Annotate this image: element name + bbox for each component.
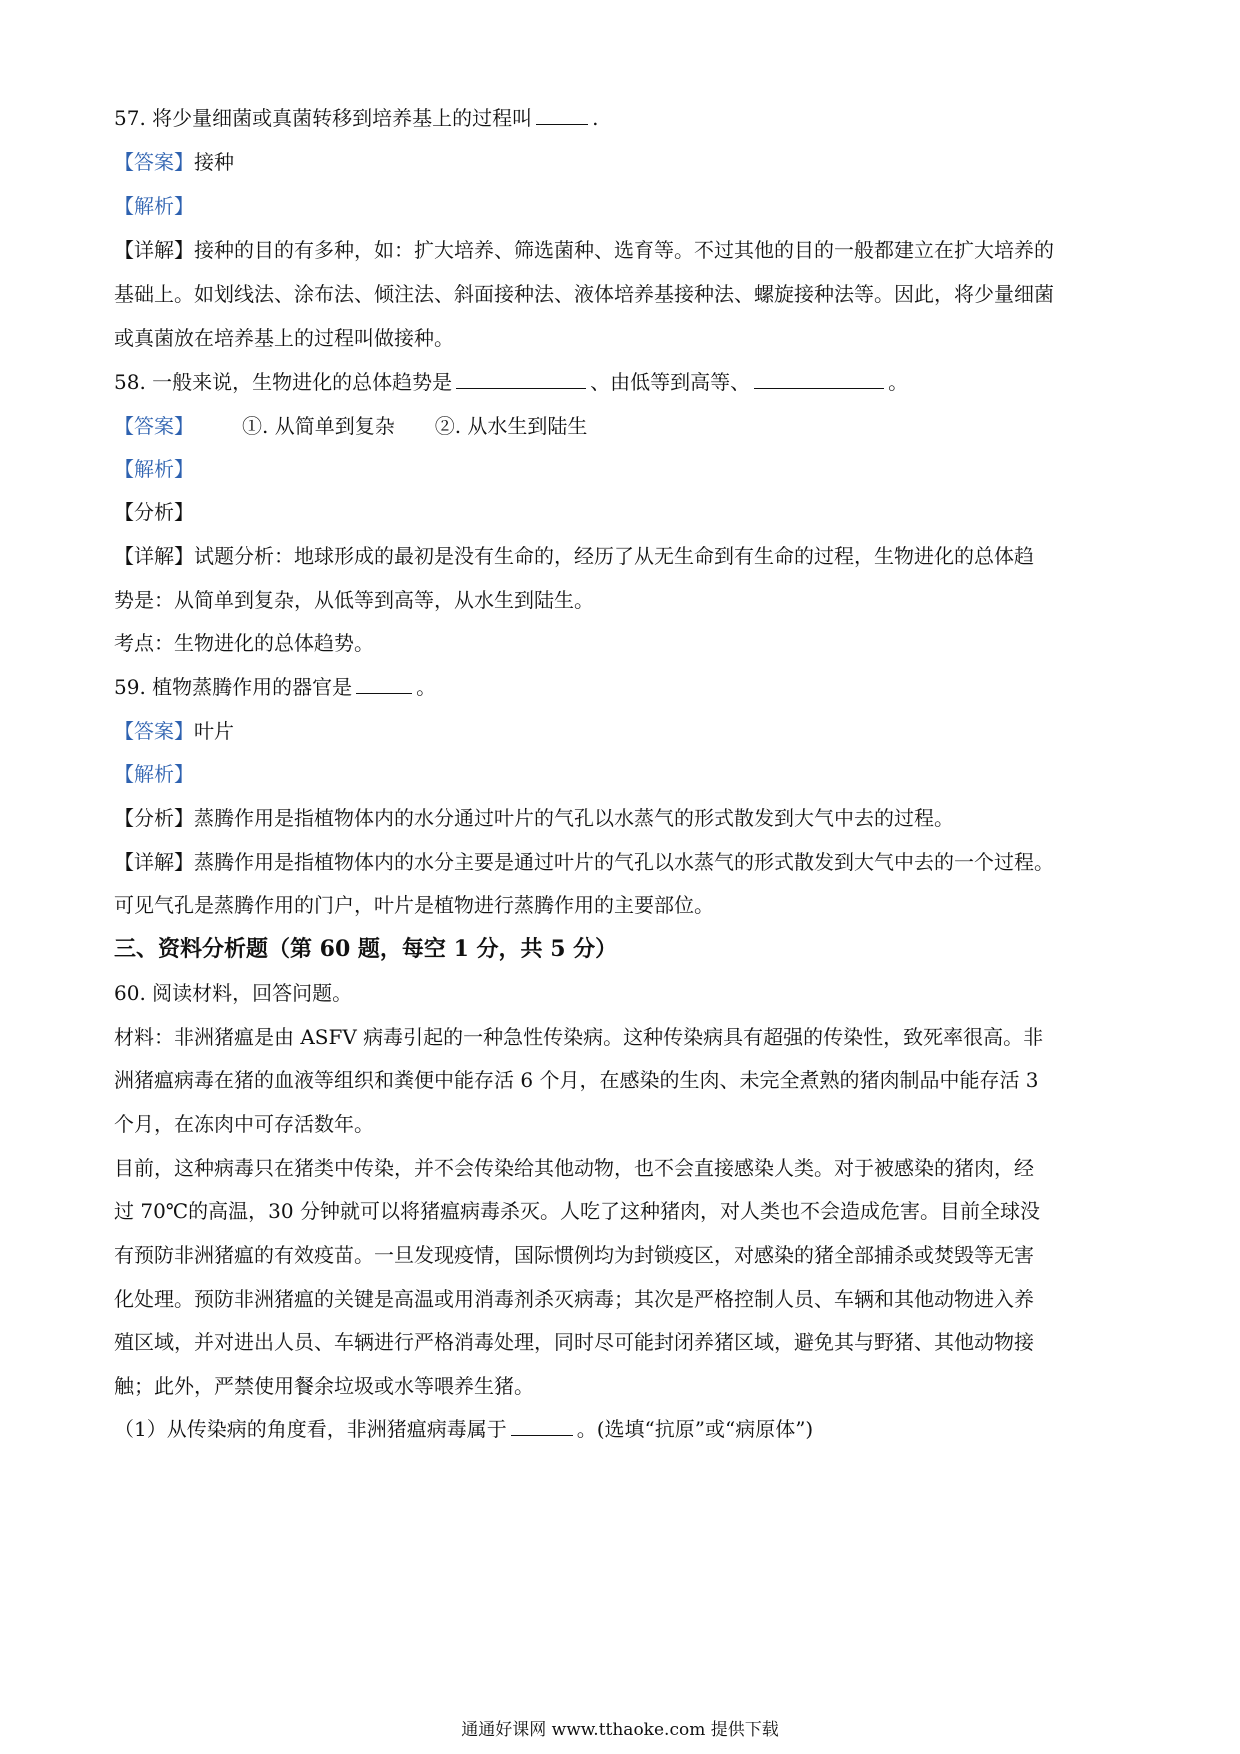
q57-stem — [114, 104, 1164, 132]
q60-sub1-end: 。(选填“抗原”或“病原体”) — [576, 1417, 814, 1441]
answer-tag: 【答案】 — [114, 414, 194, 438]
q58-stem-text: 58. 一般来说，生物进化的总体趋势是 — [114, 370, 453, 394]
q58-answer-1: ①. 从简单到复杂 — [242, 414, 395, 438]
page-footer: 通通好课网 www.tthaoke.com 提供下载 — [461, 1720, 779, 1740]
q58-answer-2: ②. 从水生到陆生 — [434, 414, 588, 438]
q60-material-line: 过 70℃的高温，30 分钟就可以将猪瘟病毒杀灭。人吃了这种猪肉，对人类也不会造成危害。目前全球没 — [114, 1199, 1040, 1223]
detail-tag: 【详解】 — [114, 238, 194, 262]
q59-fenxi — [114, 804, 1164, 832]
q60-material-line: 有预防非洲猪瘟的有效疫苗。一旦发现疫情，国际惯例均为封锁疫区，对感染的猪全部捕杀或焚毁等无害 — [114, 1243, 1034, 1267]
q59-detail-text-1: 蒸腾作用是指植物体内的水分主要是通过叶片的气孔以水蒸气的形式散发到大气中去的一个过程。 — [194, 850, 1054, 874]
q58-stem — [114, 368, 1164, 396]
q58-blank-2 — [754, 368, 884, 389]
q58-blank-1 — [456, 368, 586, 389]
detail-tag: 【详解】 — [114, 544, 194, 568]
q59-detail-2: 可见气孔是蒸腾作用的门户，叶片是植物进行蒸腾作用的主要部位。 — [114, 893, 714, 917]
q60-material-line: 洲猪瘟病毒在猪的血液等组织和粪便中能存活 6 个月，在感染的生肉、未完全煮熟的猪肉制品中能存活 3 — [114, 1068, 1039, 1092]
q57-blank — [536, 104, 588, 125]
q60-material-line: 触；此外，严禁使用餐余垃圾或水等喂养生猪。 — [114, 1374, 534, 1398]
q59-analysis-tag: 【解析】 — [114, 762, 194, 786]
q60-material-line: 目前，这种病毒只在猪类中传染，并不会传染给其他动物，也不会直接感染人类。对于被感染的猪肉，经 — [114, 1156, 1034, 1180]
q57-analysis-tag: 【解析】 — [114, 194, 194, 218]
fenxi-tag: 【分析】 — [114, 806, 194, 830]
q60-sub1-blank — [511, 1415, 573, 1436]
q60-sub-question-1 — [114, 1415, 1164, 1443]
q59-stem-end: 。 — [416, 675, 437, 699]
q60-material-line: 材料：非洲猪瘟是由 ASFV 病毒引起的一种急性传染病。这种传染病具有超强的传染性，致死率很高。非 — [114, 1025, 1044, 1049]
q59-stem-text: 59. 植物蒸腾作用的器官是 — [114, 675, 353, 699]
q60-material-line: 化处理。预防非洲猪瘟的关键是高温或用消毒剂杀灭病毒；其次是严格控制人员、车辆和其他动物进入养 — [114, 1287, 1034, 1311]
q59-fenxi-text: 蒸腾作用是指植物体内的水分通过叶片的气孔以水蒸气的形式散发到大气中去的过程。 — [194, 806, 954, 830]
q58-stem-mid: 、由低等到高等、 — [590, 370, 751, 394]
q60-material-line: 殖区域，并对进出人员、车辆进行严格消毒处理，同时尽可能封闭养猪区域，避免其与野猪、其他动物接 — [114, 1330, 1034, 1354]
q58-kaodian: 考点：生物进化的总体趋势。 — [114, 631, 374, 655]
q57-answer — [114, 148, 1164, 176]
q59-answer — [114, 717, 1164, 745]
q57-detail-text-1: 接种的目的有多种，如：扩大培养、筛选菌种、选育等。不过其他的目的一般都建立在扩大培养的 — [194, 238, 1054, 262]
q58-detail-text-1: 试题分析：地球形成的最初是没有生命的，经历了从无生命到有生命的过程，生物进化的总体趋 — [194, 544, 1034, 568]
q59-blank — [356, 673, 412, 694]
q60-stem: 60. 阅读材料，回答问题。 — [114, 981, 353, 1005]
q57-detail-2: 基础上。如划线法、涂布法、倾注法、斜面接种法、液体培养基接种法、螺旋接种法等。因此，将少量细菌 — [114, 282, 1054, 306]
q57-stem-end: . — [592, 106, 599, 130]
q57-detail-3: 或真菌放在培养基上的过程叫做接种。 — [114, 326, 454, 350]
q57-stem-text: 57. 将少量细菌或真菌转移到培养基上的过程叫 — [114, 106, 533, 130]
q58-stem-end: 。 — [888, 370, 909, 394]
q59-stem — [114, 673, 1164, 701]
q59-detail-1 — [114, 848, 1164, 876]
q58-fenxi-tag: 【分析】 — [114, 500, 194, 524]
section-heading: 三、资料分析题（第 60 题，每空 1 分，共 5 分） — [114, 936, 618, 962]
q59-answer-text: 叶片 — [194, 719, 234, 743]
q57-detail-1 — [114, 236, 1164, 264]
answer-tag: 【答案】 — [114, 150, 194, 174]
q58-analysis-tag: 【解析】 — [114, 457, 194, 481]
q58-detail-2: 势是：从简单到复杂，从低等到高等，从水生到陆生。 — [114, 588, 594, 612]
detail-tag: 【详解】 — [114, 850, 194, 874]
q58-detail-1 — [114, 542, 1164, 570]
q60-sub1-text: （1）从传染病的角度看，非洲猪瘟病毒属于 — [114, 1417, 507, 1441]
q58-answer — [114, 412, 1164, 440]
answer-tag: 【答案】 — [114, 719, 194, 743]
q60-material-line: 个月，在冻肉中可存活数年。 — [114, 1112, 374, 1136]
q57-answer-text: 接种 — [194, 150, 234, 174]
